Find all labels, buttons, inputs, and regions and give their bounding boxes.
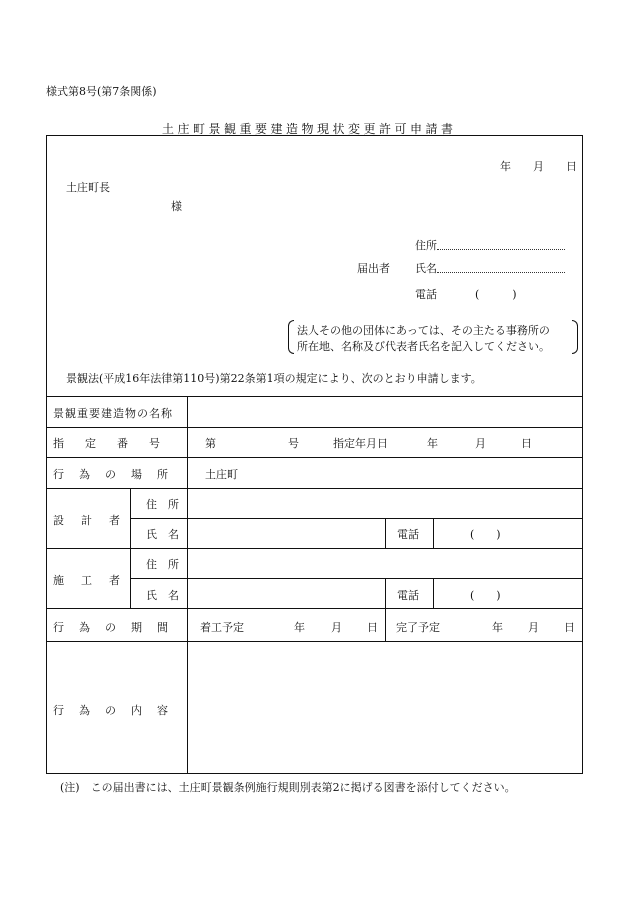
designer-name-label: 氏 名 <box>146 528 179 541</box>
designer-address-field[interactable] <box>190 490 580 516</box>
building-name-field[interactable] <box>190 398 580 425</box>
note-bracket-left <box>288 320 294 354</box>
contractor-address-label: 住 所 <box>146 558 179 571</box>
sub-label-divider <box>130 488 131 608</box>
applicant-phone-label: 電話 <box>415 288 437 301</box>
form-number: 様式第8号(第7条関係) <box>46 85 157 98</box>
note-bracket-right <box>572 320 578 354</box>
designer-phone-field[interactable]: ( ) <box>470 528 501 541</box>
end-day: 日 <box>564 621 575 634</box>
row-divider <box>130 578 583 579</box>
start-day: 日 <box>367 621 378 634</box>
row-divider <box>46 457 583 458</box>
label-column-divider <box>187 396 188 774</box>
period-label: 行 為 の 期 間 <box>53 621 170 634</box>
phone-column-divider <box>433 518 434 548</box>
date-month-label: 月 <box>533 160 544 173</box>
recipient-honorific: 様 <box>171 200 182 213</box>
designation-go: 号 <box>288 437 299 450</box>
phone-column-divider <box>385 578 386 608</box>
designation-year: 年 <box>427 437 438 450</box>
footnote: (注) この届出書には、土庄町景観条例施行規則別表第2に掲げる図書を添付してください。 <box>60 781 516 794</box>
contractor-address-field[interactable] <box>190 550 580 576</box>
designer-label: 設 計 者 <box>53 514 123 527</box>
applicant-name-field[interactable] <box>437 272 565 273</box>
applicant-phone-field[interactable]: ( ) <box>475 288 517 301</box>
contractor-name-label: 氏 名 <box>146 589 179 602</box>
applicant-label: 届出者 <box>357 262 390 275</box>
recipient-office: 土庄町長 <box>66 181 110 194</box>
corporate-note-line1: 法人その他の団体にあっては、その主たる事務所の <box>297 324 550 337</box>
start-month: 月 <box>331 621 342 634</box>
row-divider <box>46 548 583 549</box>
designation-day: 日 <box>521 437 532 450</box>
start-year: 年 <box>294 621 305 634</box>
form-title: 土庄町景観重要建造物現状変更許可申請書 <box>162 122 457 136</box>
content-label: 行 為 の 内 容 <box>53 704 170 717</box>
contractor-phone-field[interactable]: ( ) <box>470 589 501 602</box>
applicant-address-field[interactable] <box>437 249 565 250</box>
building-name-label: 景観重要建造物の名称 <box>53 407 173 420</box>
contractor-phone-label: 電話 <box>397 589 419 602</box>
applicant-name-label: 氏名 <box>415 262 437 275</box>
contractor-label: 施 工 者 <box>53 574 123 587</box>
phone-column-divider <box>433 578 434 608</box>
period-column-divider <box>385 608 386 641</box>
designation-month: 月 <box>475 437 486 450</box>
location-value[interactable]: 土庄町 <box>205 468 238 481</box>
end-label: 完了予定 <box>396 621 440 634</box>
start-label: 着工予定 <box>200 621 244 634</box>
designer-phone-label: 電話 <box>397 528 419 541</box>
designer-name-field[interactable] <box>190 520 383 546</box>
row-divider <box>46 608 583 609</box>
application-statement: 景観法(平成16年法律第110号)第22条第1項の規定により、次のとおり申請します。 <box>66 372 482 385</box>
end-month: 月 <box>528 621 539 634</box>
designation-date-label: 指定年月日 <box>333 437 388 450</box>
date-year-label: 年 <box>500 160 511 173</box>
row-divider <box>130 518 583 519</box>
date-day-label: 日 <box>566 160 577 173</box>
content-field[interactable] <box>190 644 580 771</box>
row-divider <box>46 427 583 428</box>
designation-dai: 第 <box>205 437 216 450</box>
phone-column-divider <box>385 518 386 548</box>
contractor-name-field[interactable] <box>190 580 383 606</box>
row-divider <box>46 488 583 489</box>
corporate-note-line2: 所在地、名称及び代表者氏名を記入してください。 <box>297 340 550 353</box>
end-year: 年 <box>492 621 503 634</box>
designer-address-label: 住 所 <box>146 498 179 511</box>
row-divider <box>46 641 583 642</box>
location-label: 行 為 の 場 所 <box>53 468 170 481</box>
applicant-address-label: 住所 <box>415 239 437 252</box>
designation-label: 指 定 番 号 <box>53 437 165 450</box>
table-top-border <box>46 396 583 397</box>
